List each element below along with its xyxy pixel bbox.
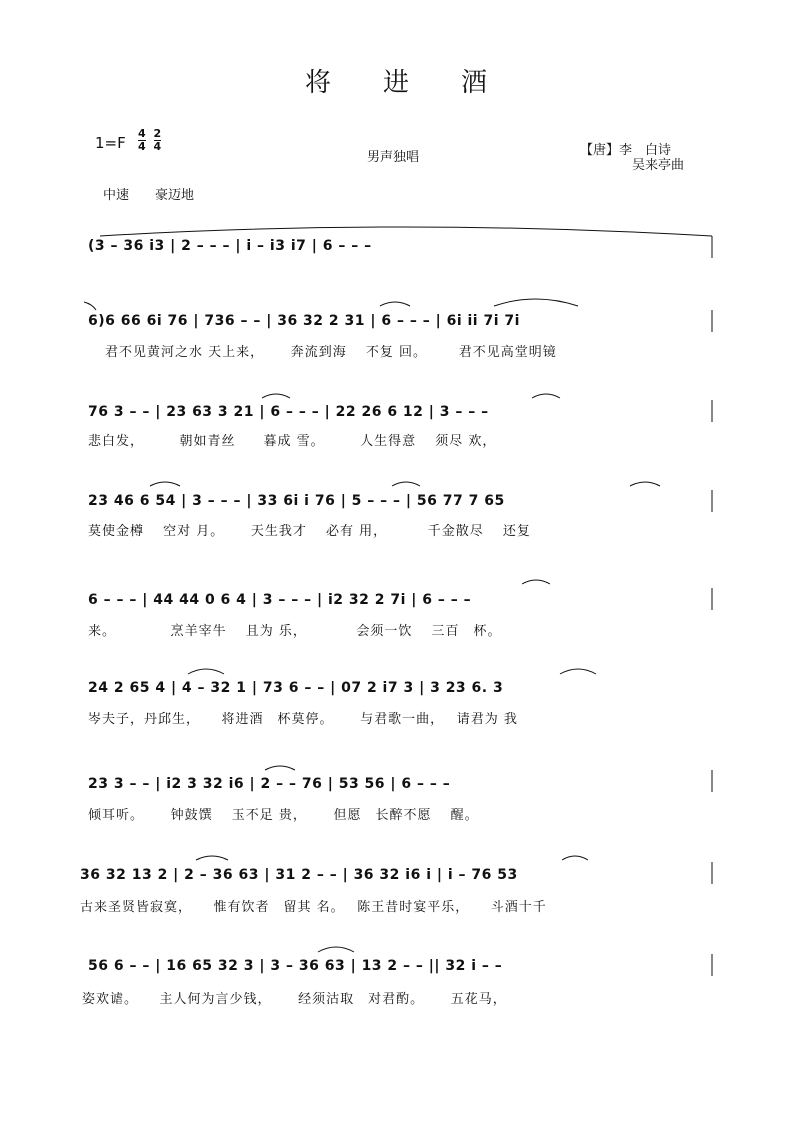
- system-2-notes: 6)6 66 6i 76 | 736 – – | 36 32 2 31 | 6 – – – | 6i ii 7i 7i: [88, 313, 520, 329]
- system-8-notes: 36 32 13 2 | 2 – 36 63 | 31 2 – – | 36 32 i6 i | i – 76 53: [80, 867, 518, 883]
- tie-slur: [522, 580, 550, 584]
- tie-slur: [265, 766, 295, 770]
- system-7-lyrics: 倾耳听。 钟鼓馔 玉不足 贵， 但愿 长醉不愿 醒。: [88, 808, 479, 823]
- tie-slur: [318, 947, 354, 952]
- system-8-lyrics: 古来圣贤皆寂寞， 惟有饮者 留其 名。 陈王昔时宴平乐， 斗酒十千: [80, 900, 547, 915]
- tie-slur: [196, 856, 228, 860]
- system-9-notes: 56 6 – – | 16 65 32 3 | 3 – 36 63 | 13 2 – – || 32 i – –: [88, 958, 503, 974]
- system-2-lyrics: 君不见黄河之水 天上来， 奔流到海 不复 回。 君不见高堂明镜: [105, 345, 557, 360]
- tie-slur: [380, 302, 410, 306]
- key-signature: 1=F: [95, 134, 126, 152]
- tie-slur: [262, 394, 290, 398]
- time-signature-4-4: $\frac{4}{4}$: [138, 127, 146, 153]
- system-1-notes: (3 – 36 i3 | 2 – – – | i – i3 i7 | 6 – – –: [88, 238, 372, 254]
- system-6-lyrics: 岑夫子，丹邱生， 将进酒 杯莫停。 与君歌一曲， 请君为 我: [88, 712, 518, 727]
- system-4-notes: 23 46 6 54 | 3 – – – | 33 6i i 76 | 5 – – – | 56 77 7 65: [88, 493, 505, 509]
- time-signature-2-4: $\frac{2}{4}$: [153, 127, 162, 153]
- tie-slur: [392, 482, 420, 486]
- system-3-notes: 76 3 – – | 23 63 3 21 | 6 – – – | 22 26 6 12 | 3 – – –: [88, 404, 489, 420]
- tie-slur: [532, 394, 560, 398]
- system-3-lyrics: 悲白发， 朝如青丝 暮成 雪。 人生得意 须尽 欢，: [88, 434, 497, 449]
- phrase-slur: [494, 299, 578, 306]
- phrase-slur: [100, 227, 712, 236]
- composer-credit: 吴来亭曲: [632, 158, 685, 173]
- tie-slur: [150, 482, 180, 486]
- tie-slur: [630, 482, 660, 486]
- system-4-lyrics: 莫使金樽 空对 月。 天生我才 必有 用， 千金散尽 还复: [88, 524, 531, 539]
- tie-slur: [188, 669, 224, 674]
- tie-slur: [560, 669, 596, 674]
- system-6-notes: 24 2 65 4 | 4 – 32 1 | 73 6 – – | 07 2 i7 3 | 3 23 6. 3: [88, 680, 504, 696]
- system-7-notes: 23 3 – – | i2 3 32 i6 | 2 – – 76 | 53 56 | 6 – – –: [88, 776, 451, 792]
- lyricist-credit: 【唐】李 白诗: [580, 143, 672, 158]
- system-9-lyrics: 姿欢谑。 主人何为言少钱， 经须沽取 对君酌。 五花马，: [82, 992, 507, 1007]
- phrase-slur: [84, 302, 96, 310]
- tempo-marking: 中速 豪迈地: [103, 188, 195, 203]
- song-title: 将进酒: [304, 68, 539, 98]
- performance-note: 男声独唱: [367, 150, 420, 165]
- system-5-lyrics: 来。 烹羊宰牛 且为 乐， 会须一饮 三百 杯。: [88, 624, 502, 639]
- tie-slur: [562, 856, 588, 860]
- system-5-notes: 6 – – – | 44 44 0 6 4 | 3 – – – | i2 32 2 7i | 6 – – –: [88, 592, 472, 608]
